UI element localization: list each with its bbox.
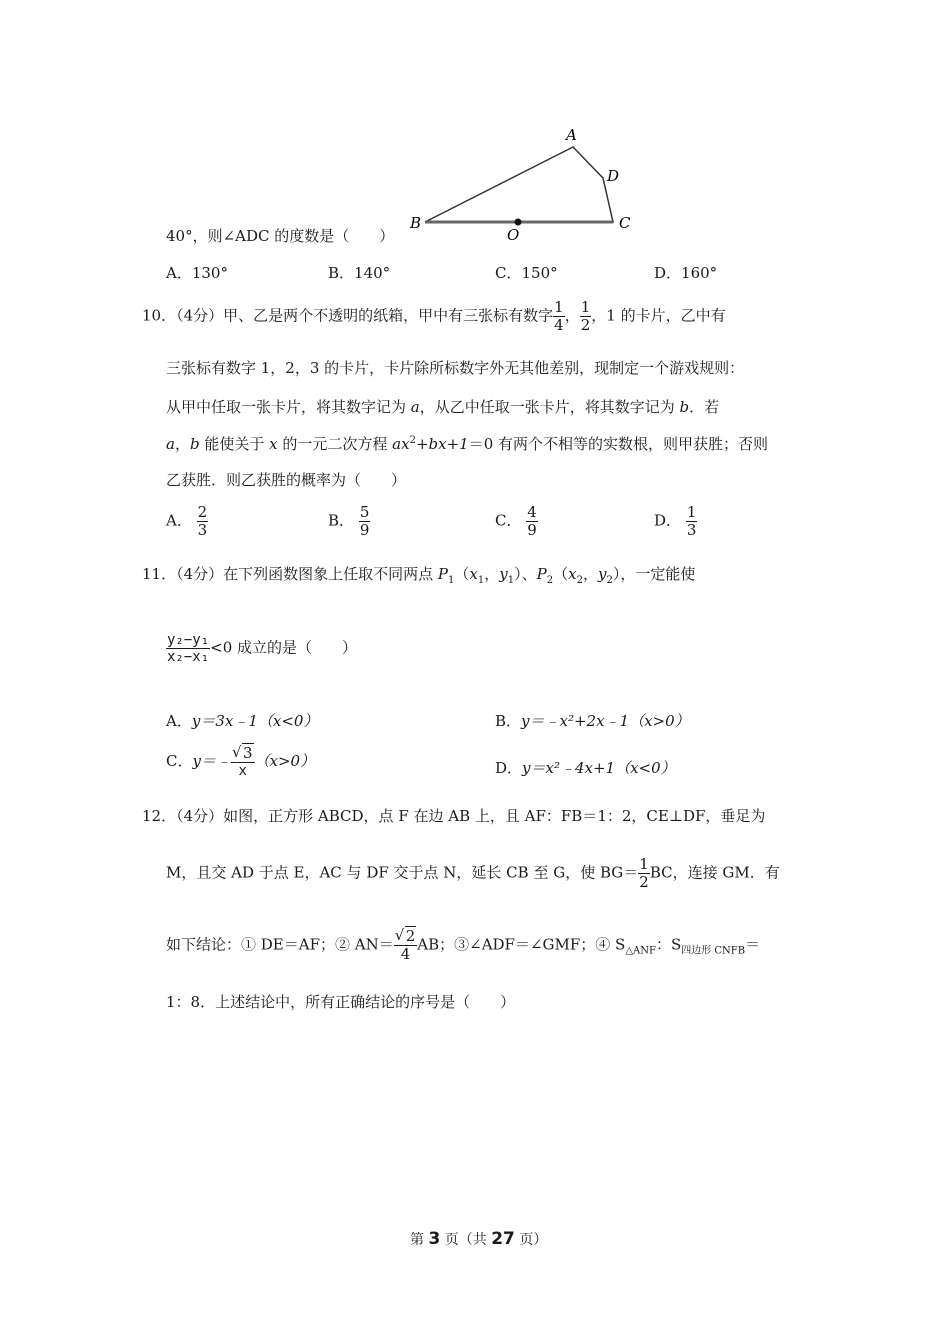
q12-line-4: 1：8．上述结论中，所有正确结论的序号是（ ） [166, 993, 516, 1011]
page-footer: 第 3 页（共 27 页） [410, 1229, 548, 1249]
q10-fraction-half: $\frac{1}{2}$ [580, 298, 591, 334]
label-o: O [507, 226, 520, 244]
q9-option-c: C．150° [495, 264, 558, 282]
q11-option-b: B．y＝﹣x²+2x﹣1（x>0） [495, 712, 690, 730]
q11-slope-fraction: $\frac{\text{y₂−y₁}}{\text{x₂−x₁}}$ [167, 632, 210, 665]
page-total: 27 [491, 1229, 515, 1249]
q11-option-d: D．y＝x²﹣4x+1（x<0） [495, 759, 676, 777]
q11-line-1: 11．（4分）在下列函数图象上任取不同两点 $P_1(x_1$，$y_1$）、$P_2(x_2$，$y_2$），一定能使 [142, 565, 696, 586]
quadrilateral-abdc [425, 147, 613, 222]
q9-stem-tail: 40°，则∠ADC 的度数是（ ） [166, 227, 395, 245]
q10-line-5: 乙获胜．则乙获胜的概率为（ ） [166, 471, 407, 489]
q12-line-3: 如下结论：① DE＝AF；② AN＝ √ 2 4 AB；③∠ADF＝∠GMF；④ $S_{\triangle ANF}$：$S_{四边形 CNFB}=$ [166, 926, 761, 963]
label-a: A [566, 126, 577, 144]
q12-root-fraction: √ 2 4 [394, 926, 416, 963]
q10-option-d: D． $\frac{1}{3}$ [654, 503, 697, 539]
geometry-figure [400, 118, 650, 248]
label-d: D [607, 167, 620, 185]
q12-line-1: 12．（4分）如图，正方形 ABCD，点 F 在边 AB 上，且 AF：FB＝1：2，CE⊥DF，垂足为 [142, 807, 766, 825]
point-o [515, 219, 522, 226]
q10-line-4: a，b 能使关于 x 的一元二次方程 $ax^2+bx+1=0$ 有两个不相等的实数根，则甲获胜；否则 [166, 435, 769, 453]
label-b: B [410, 214, 422, 232]
q11-condition: $\frac{\text{y₂−y₁}}{\text{x₂−x₁}}$ <0 成立的是（ ） [167, 632, 358, 665]
label-c: C [619, 214, 631, 232]
page-number: 3 [428, 1229, 441, 1249]
q10-fraction-quarter: $\frac{1}{4}$ [554, 298, 564, 334]
q11-root-fraction: √ 3 x [231, 743, 253, 779]
q9-option-a: A．130° [166, 264, 228, 282]
q12-line-2: M，且交 AD 于点 E，AC 与 DF 交于点 N，延长 CB 至 G，使 BG＝ $\frac{1}{2}$ BC，连接 GM．有 [166, 855, 780, 891]
q10-option-a: A． $\frac{2}{3}$ [166, 503, 208, 539]
q10-line-3: 从甲中任取一张卡片，将其数字记为 a，从乙中任取一张卡片，将其数字记为 b．若 [166, 398, 720, 416]
q9-option-b: B．140° [328, 264, 391, 282]
q11-option-a: A．y＝3x﹣1（x<0） [166, 712, 319, 730]
q10-line-1: 10．（4分）甲、乙是两个不透明的纸箱，甲中有三张标有数字 $\frac{1}{4}$ ， $\frac{1}{2}$ ，1 的卡片，乙中有 [142, 298, 726, 334]
q10-option-b: B． $\frac{5}{9}$ [328, 503, 370, 539]
q10-line-2: 三张标有数字 1，2，3 的卡片，卡片除所标数字外无其他差别，现制定一个游戏规则： [166, 359, 745, 377]
q9-option-d: D．160° [654, 264, 718, 282]
q10-option-c: C． $\frac{4}{9}$ [495, 503, 537, 539]
q11-option-c: C．y＝﹣ √ 3 x （x>0） [166, 743, 316, 779]
